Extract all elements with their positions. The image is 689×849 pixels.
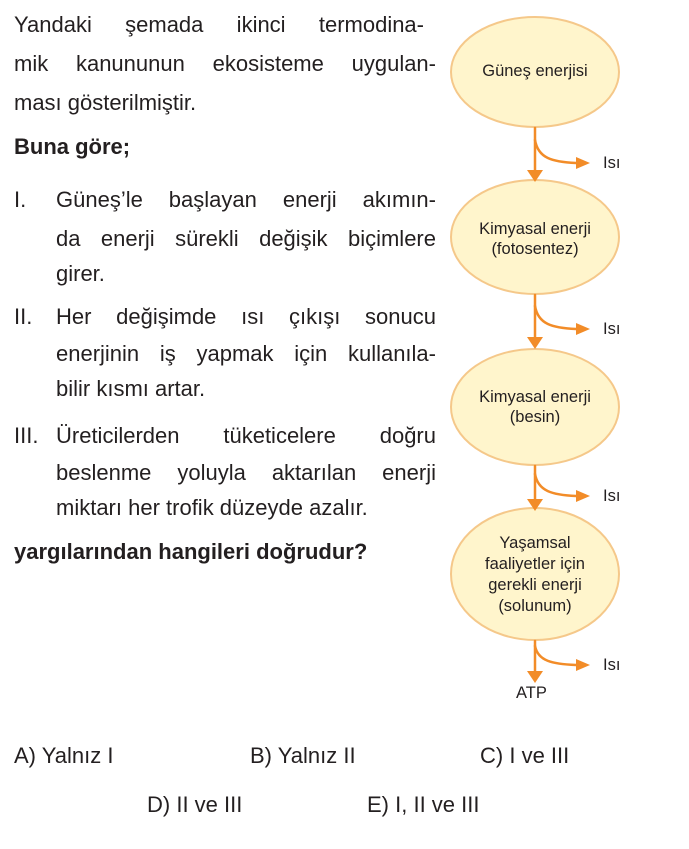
question-prompt: yargılarından hangileri doğrudur? [14,539,368,564]
statement-1-line-1: Güneş’le başlayan enerji akımın- [56,187,436,212]
statement-3-numeral: III. [14,423,39,448]
statement-1-line-3: girer. [56,261,105,286]
heat-arrow-1 [535,140,576,163]
heat-arrow-2 [535,306,576,329]
heat-label-1: Isı [603,154,621,172]
arrowhead [576,659,590,671]
option-b[interactable]: B) Yalnız II [250,743,356,768]
option-c[interactable]: C) I ve III [480,743,570,768]
option-a[interactable]: A) Yalnız I [14,743,114,768]
arrowhead [527,671,543,683]
statement-2-line-3: bilir kısmı artar. [56,376,206,401]
intro-line-1: Yandaki şemada ikinci termodina- [14,12,424,37]
statement-3-line-3: miktarı her trofik düzeyde azalır. [56,495,368,520]
statement-2-line-1: Her değişimde ısı çıkışı sonucu [56,304,436,329]
statement-2-numeral: II. [14,304,33,329]
statement-3-line-2: beslenme yoluyla aktarılan enerji [56,460,436,485]
option-d[interactable]: D) II ve III [147,792,243,817]
arrowhead [576,157,590,169]
statement-3-line-1: Üreticilerden tüketicelere doğru [56,423,436,448]
statement-1-numeral: I. [14,187,27,212]
heat-label-4: Isı [603,656,621,674]
heat-arrow-4 [535,646,576,665]
arrowhead [527,337,543,349]
intro-line-3: ması gösterilmiştir. [14,90,197,115]
lead-text: Buna göre; [14,134,131,159]
heat-arrow-3 [535,474,576,496]
option-e[interactable]: E) I, II ve III [367,792,480,817]
node-label-photosynthesis: Kimyasal enerji (fotosentez) [479,220,591,258]
arrowhead [576,323,590,335]
statement-1-line-2: da enerji sürekli değişik biçimlere [56,226,436,251]
arrowhead [576,490,590,502]
node-label-food: Kimyasal enerji (besin) [479,388,591,426]
intro-line-2: mik kanununun ekosisteme uygulan- [14,51,436,76]
node-label-respiration: Yaşamsal faaliyetler için gerekli enerji (solunum) [485,534,585,615]
node-label-sun: Güneş enerjisi [482,62,588,80]
heat-label-3: Isı [603,487,621,505]
statement-2-line-2: enerjinin iş yapmak için kullanıla- [56,341,436,366]
atp-label: ATP [516,684,547,702]
heat-label-2: Isı [603,320,621,338]
